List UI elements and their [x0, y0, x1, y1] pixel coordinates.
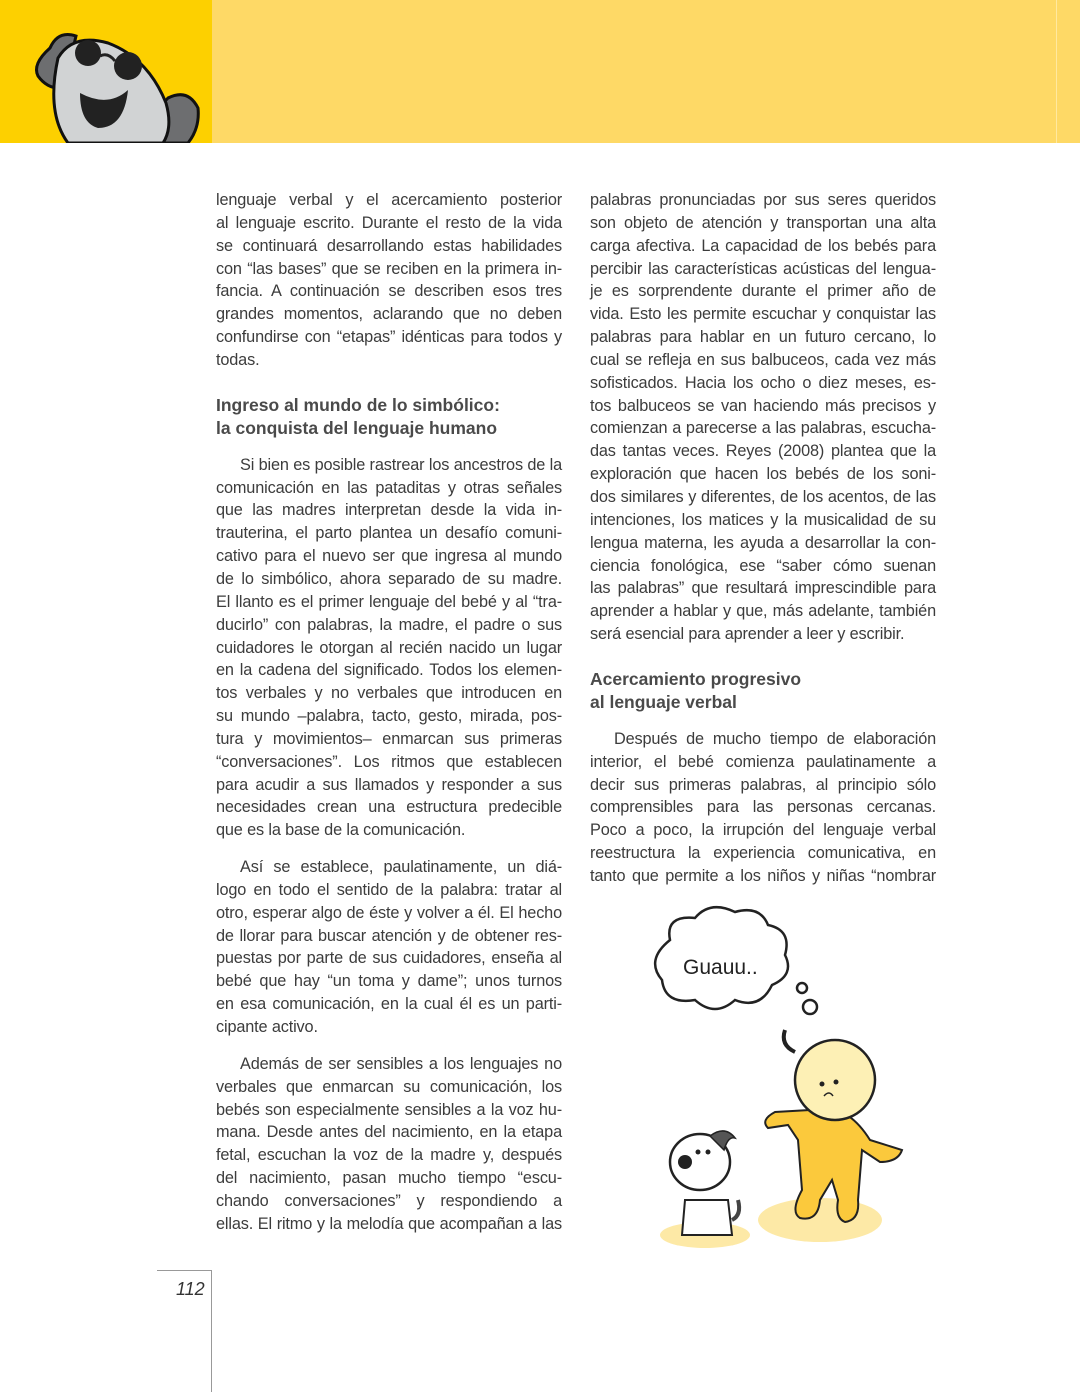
text-line: Así se establece, paulatinamente, un diá-	[240, 858, 562, 877]
text-line: cipante activo.	[216, 1018, 318, 1036]
text-line: “conversaciones”. Los ritmos que establecen	[216, 752, 562, 771]
text-line: al lenguaje escrito. Durante el resto de la vida	[216, 213, 562, 232]
text-line: en esa comunicación, en la cual él es un parti-	[216, 995, 562, 1014]
text-line: verbales que enmarcan su comunicación, los	[216, 1077, 562, 1096]
text-line: cativo para el nuevo ser que ingresa al mundo	[216, 547, 562, 566]
text-line: chando conversaciones” y respondiendo a	[216, 1191, 562, 1210]
text-line: lenguaje verbal y el acercamiento posterior	[216, 191, 562, 209]
text-line: se continuará desarrollando estas habilidades	[216, 236, 562, 255]
left-column	[216, 189, 562, 1236]
text-line: bebé que hay “un toma y dame”; unos turnos	[216, 972, 562, 991]
paragraph	[590, 728, 936, 888]
text-line: de lo simbólico, ahora separado de su madre.	[216, 569, 562, 588]
paragraph	[216, 1053, 562, 1236]
text-line: todas.	[216, 350, 260, 369]
text-line: Poco a poco, la irrupción del lenguaje verbal	[590, 821, 936, 840]
text-line: para acudir a sus llamados y responder a sus	[216, 775, 562, 794]
text-line: reestructura la experiencia comunicativa, en	[590, 844, 936, 863]
text-line: en la cadena del significado. Todos los elemen-	[216, 661, 562, 680]
text-line: que es la base de la comunicación.	[216, 821, 466, 840]
mascot-illustration	[28, 28, 203, 143]
text-line: cuidadores le otorgan al recién nacido un lugar	[216, 638, 562, 657]
text-line: lengua materna, les ayuda a desarrollar la con-	[590, 533, 936, 552]
heading-line: Ingreso al mundo de lo simbólico:	[216, 394, 500, 415]
text-line: palabras para hablar en un futuro cercano, lo	[590, 328, 936, 347]
text-line: dos similares y diferentes, de los acentos, de las	[590, 487, 936, 506]
thought-bubble-text: Guauu..	[683, 956, 758, 979]
text-line: tos balbuceos se van haciendo más precisos y	[590, 396, 936, 415]
text-line: fetal, escuchan la voz de la madre y, después	[216, 1146, 562, 1165]
text-line: será esencial para aprender a leer y escribir.	[590, 625, 905, 644]
section-heading	[216, 394, 562, 440]
text-line: necesidades crean una estructura predecible	[216, 798, 562, 817]
text-line: Después de mucho tiempo de elaboración	[614, 729, 936, 748]
text-line: tanto que permite a los niños y niñas “nombrar	[590, 866, 936, 885]
text-line: je es sorprendente durante el primer año de	[590, 282, 936, 301]
text-line: percibir las características acústicas del lengua-	[590, 259, 936, 278]
text-line: del nacimiento, pasan mucho tiempo “escu-	[216, 1169, 562, 1188]
text-line: intenciones, los matices y la musicalidad de su	[590, 510, 936, 529]
heading-line: la conquista del lenguaje humano	[216, 417, 498, 438]
text-line: comienzan a parecerse a las palabras, escucha-	[590, 419, 936, 438]
text-line: das tantas veces. Reyes (2008) plantea que la	[590, 442, 936, 461]
text-line: palabras pronunciadas por sus seres queridos	[590, 191, 936, 209]
text-line: fancia. A continuación se describen esos tres	[216, 282, 562, 301]
text-line: con “las bases” que se reciben en la primera in-	[216, 259, 562, 278]
text-line: son objeto de atención y transportan una alta	[590, 213, 936, 232]
margin-rule	[211, 1270, 212, 1392]
heading-line: Acercamiento progresivo	[590, 668, 802, 689]
text-line: cual se refleja en sus balbuceos, cada vez más	[590, 350, 936, 369]
text-line: comprensibles para las personas cercanas.	[590, 798, 936, 817]
text-line: confundirse con “etapas” idénticas para todos y	[216, 328, 562, 347]
heading-line: al lenguaje verbal	[590, 691, 737, 712]
page-number: 112	[176, 1279, 205, 1299]
text-line: su mundo –palabra, tacto, gesto, mirada, pos-	[216, 707, 562, 726]
text-line: decir sus primeras palabras, al principio sólo	[590, 775, 936, 794]
text-line: El llanto es el primer lenguaje del bebé y al “tra-	[216, 592, 562, 611]
paragraph	[216, 856, 562, 1039]
text-line: exploración que hacen los bebés de los soni-	[590, 465, 936, 484]
text-line: vida. Esto les permite escuchar y conquistar las	[590, 305, 936, 324]
text-line: las palabras” que resultará imprescindible para	[590, 579, 936, 598]
text-line: interior, el bebé comienza paulatinamente a	[590, 752, 936, 771]
text-line: puestas por parte de sus cuidadores, enseña al	[216, 949, 562, 968]
text-line: logo en todo el sentido de la palabra: tratar al	[216, 880, 562, 899]
text-line: que las madres interpretan desde la vida in-	[216, 501, 562, 520]
header-divider	[1056, 0, 1057, 143]
text-line: ciencia fonológica, ese “saber cómo suenan	[590, 556, 936, 575]
right-column	[590, 189, 936, 888]
paragraph	[590, 189, 936, 646]
text-line: ducirlo” con palabras, la madre, el padre o sus	[216, 615, 562, 634]
text-line: carga afectiva. La capacidad de los bebés para	[590, 236, 936, 255]
text-line: bebés son especialmente sensibles a la voz hu-	[216, 1100, 562, 1119]
text-line: otro, esperar algo de éste y volver a él. El hecho	[216, 903, 562, 922]
text-line: tos verbales y no verbales que introducen en	[216, 684, 562, 703]
text-line: de llorar para buscar atención y de obtener res-	[216, 926, 562, 945]
section-heading	[590, 668, 936, 714]
text-line: grandes momentos, aclarando que no deben	[216, 305, 562, 324]
baby-and-dog-illustration	[640, 900, 930, 1260]
page-number-rule	[157, 1270, 212, 1271]
text-line: trauterina, el parto plantea un desafío comuni-	[216, 524, 562, 543]
text-line: Además de ser sensibles a los lenguajes no	[240, 1054, 562, 1073]
text-line: Si bien es posible rastrear los ancestros de la	[240, 455, 562, 474]
text-line: sofisticados. Hacia los ocho o diez meses, es-	[590, 373, 936, 392]
text-line: aprender a hablar y que, más adelante, también	[590, 602, 936, 621]
paragraph	[216, 454, 562, 842]
paragraph	[216, 189, 562, 372]
text-line: tura y movimientos– enmarcan sus primeras	[216, 729, 562, 748]
dog	[670, 1131, 739, 1235]
text-line: ellas. El ritmo y la melodía que acompañan a las	[216, 1214, 562, 1233]
text-line: mana. Desde antes del nacimiento, en la etapa	[216, 1123, 562, 1142]
text-line: comunicación en las pataditas y otras señales	[216, 478, 562, 497]
